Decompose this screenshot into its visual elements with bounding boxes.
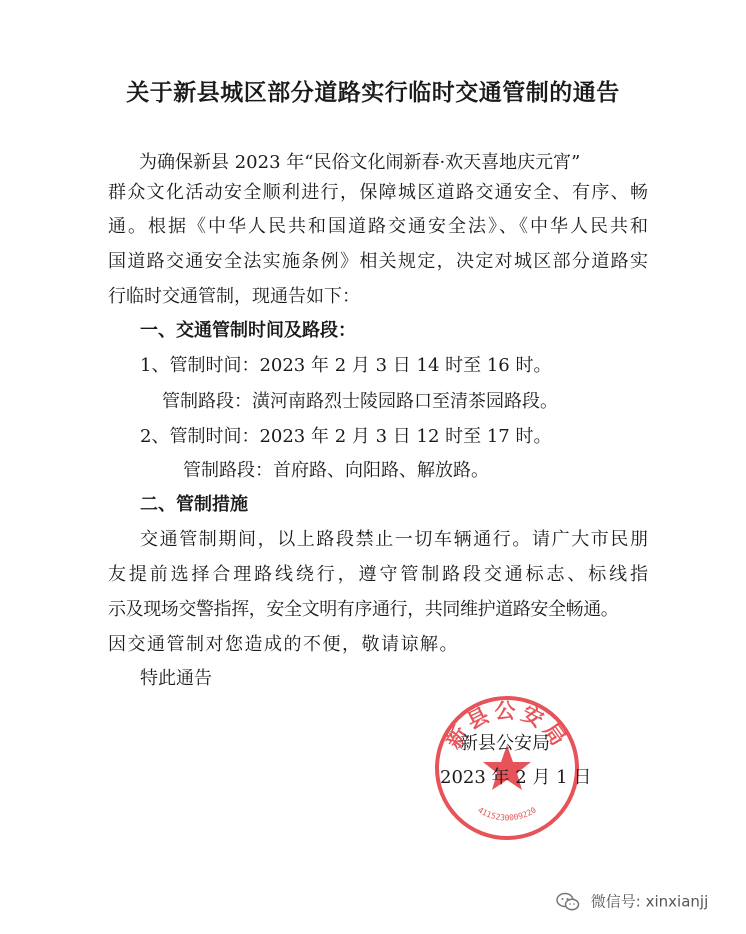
intro-line-2: 群众文化活动安全顺利进行，保障城区道路交通安全、有序、畅: [108, 182, 648, 203]
section-1-item-1-road: 管制路段：潢河南路烈士陵园路口至清茶园路段。: [162, 391, 558, 412]
closing-text: 特此通告: [140, 668, 212, 689]
intro-line-5: 行临时交通管制，现通告如下：: [108, 286, 360, 307]
intro-line-1: 为确保新县 2023 年“民俗文化闹新春·欢天喜地庆元宵”: [139, 152, 581, 173]
section-1-item-2-time: 2、管制时间：2023 年 2 月 3 日 12 时至 17 时。: [140, 426, 552, 447]
wechat-label: 微信号: xinxianjj: [590, 892, 709, 911]
signature-org: 新县公安局: [460, 733, 550, 754]
section-1-item-2-road: 管制路段：首府路、向阳路、解放路。: [183, 460, 489, 481]
section-2-line-3: 示及现场交警指挥，安全文明有序通行，共同维护道路安全畅通。: [108, 599, 619, 620]
seal-text: 新县公安局: [441, 699, 573, 754]
intro-line-4: 国道路交通安全法实施条例》相关规定，决定对城区部分道路实: [108, 251, 648, 272]
seal-serial: 4115230009220: [476, 805, 538, 823]
section-2-line-2: 友提前选择合理路线绕行，遵守管制路段交通标志、标线指: [108, 564, 648, 585]
wechat-watermark: [556, 888, 741, 914]
wechat-icon: [556, 892, 580, 912]
section-1-item-1-time: 1、管制时间：2023 年 2 月 3 日 14 时至 16 时。: [140, 355, 552, 376]
section-2-line-4: 因交通管制对您造成的不便，敬请谅解。: [108, 634, 459, 655]
svg-text:4115230009220: [476, 805, 538, 822]
page-title: 关于新县城区部分道路实行临时交通管制的通告: [126, 80, 620, 106]
section-2-heading: 二、管制措施: [140, 494, 248, 515]
section-2-line-1: 交通管制期间，以上路段禁止一切车辆通行。请广大市民朋: [140, 529, 648, 550]
section-1-heading: 一、交通管制时间及路段：: [140, 320, 356, 341]
signature-date: 2023 年 2 月 1 日: [440, 767, 592, 788]
intro-line-3: 通。根据《中华人民共和国道路交通安全法》、《中华人民共和: [108, 216, 648, 237]
